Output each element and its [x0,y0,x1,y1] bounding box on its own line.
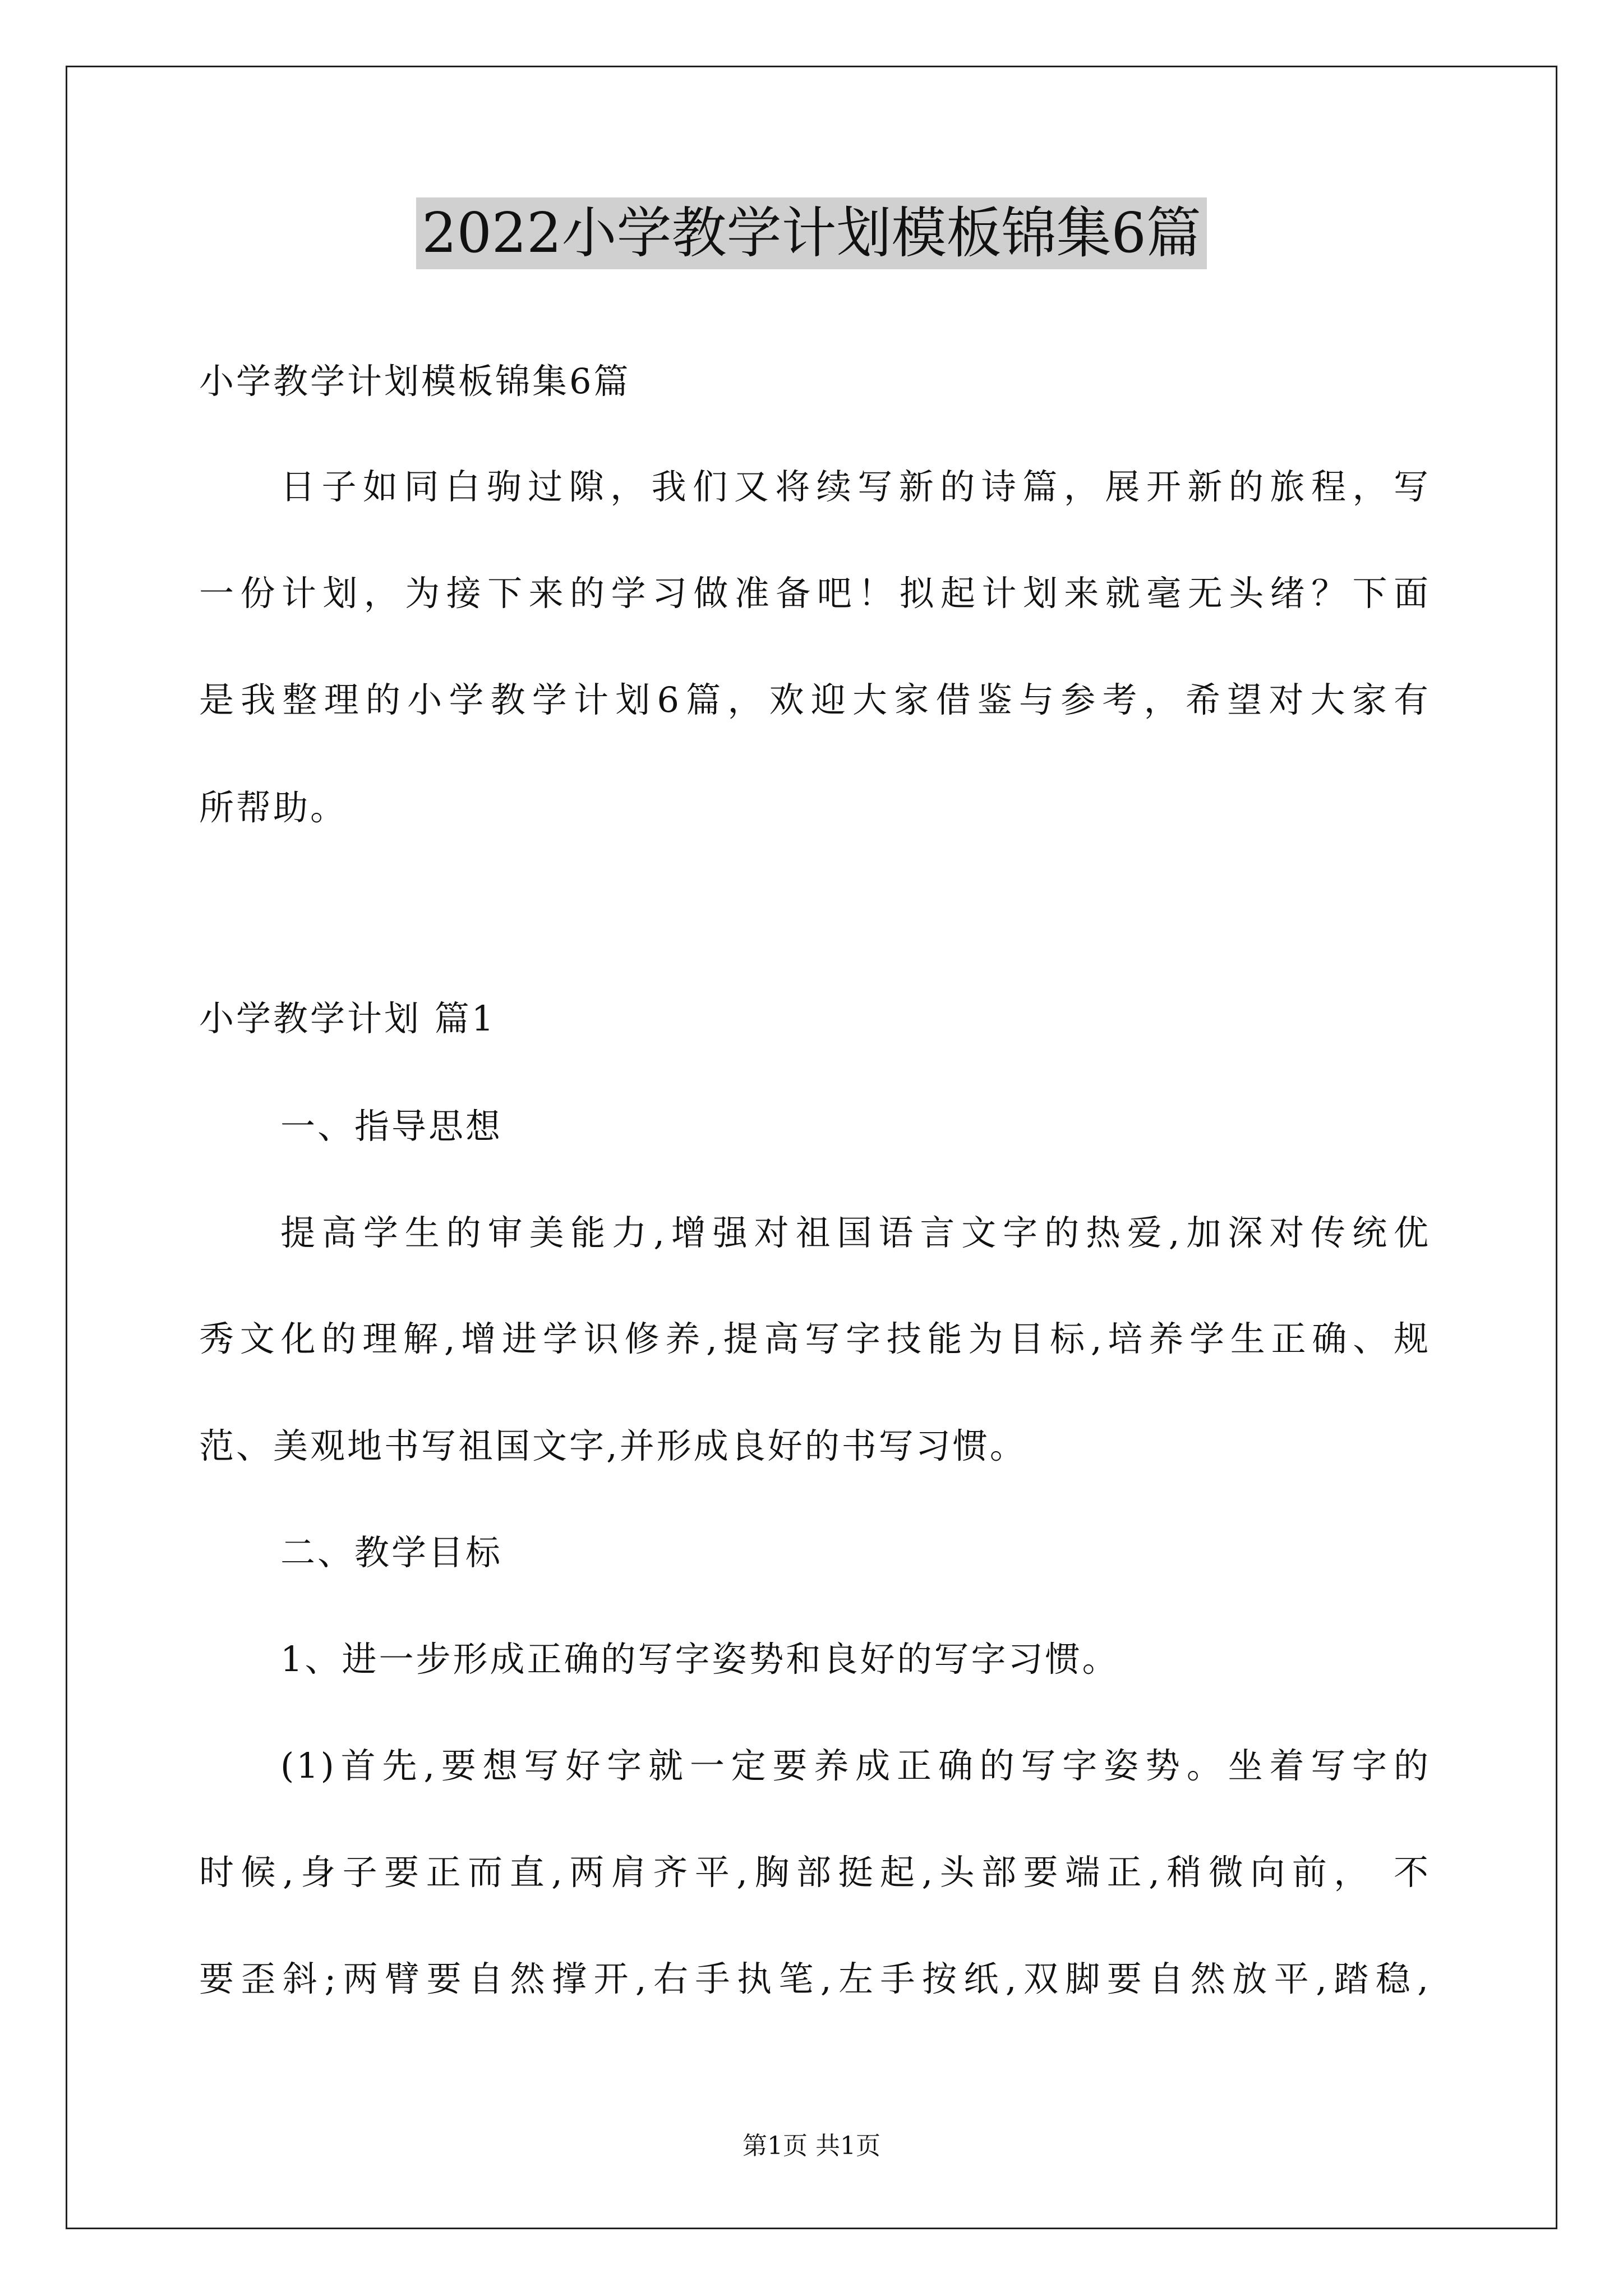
goal1-detail-line-2: 时候,身子要正而直,两肩齐平,胸部挺起,头部要端正,稍微向前， 不 [199,1852,1431,1893]
goal1-detail-line-3: 要歪斜;两臂要自然撑开,右手执笔,左手按纸,双脚要自然放平,踏稳, [199,1958,1431,1999]
part2-heading: 二、教学目标 [280,1532,503,1573]
intro-line-3: 是我整理的小学教学计划6篇，欢迎大家借鉴与参考，希望对大家有 [199,679,1431,720]
document-title: 2022小学教学计划模板锦集6篇 [416,197,1207,269]
section-heading: 小学教学计划 篇1 [199,998,496,1039]
part1-line-3: 范、美观地书写祖国文字,并形成良好的书写习惯。 [199,1425,1027,1466]
intro-line-4: 所帮助。 [199,787,348,828]
part1-line-2: 秀文化的理解,增进学识修养,提高写字技能为目标,培养学生正确、规 [199,1318,1431,1359]
page-footer: 第1页 共1页 [743,2132,880,2160]
goal-1: 1、进一步形成正确的写字姿势和良好的写字习惯。 [280,1639,1119,1680]
subtitle: 小学教学计划模板锦集6篇 [199,361,631,402]
part1-line-1: 提高学生的审美能力,增强对祖国语言文字的热爱,加深对传统优 [280,1212,1431,1253]
part1-heading: 一、指导思想 [280,1106,503,1147]
title-area [0,197,1623,269]
intro-line-1: 日子如同白驹过隙，我们又将续写新的诗篇，展开新的旅程，写 [280,466,1431,507]
intro-line-2: 一份计划，为接下来的学习做准备吧！拟起计划来就毫无头绪？下面 [199,573,1431,614]
goal1-detail-line-1: (1)首先,要想写好字就一定要养成正确的写字姿势。坐着写字的 [280,1745,1431,1786]
